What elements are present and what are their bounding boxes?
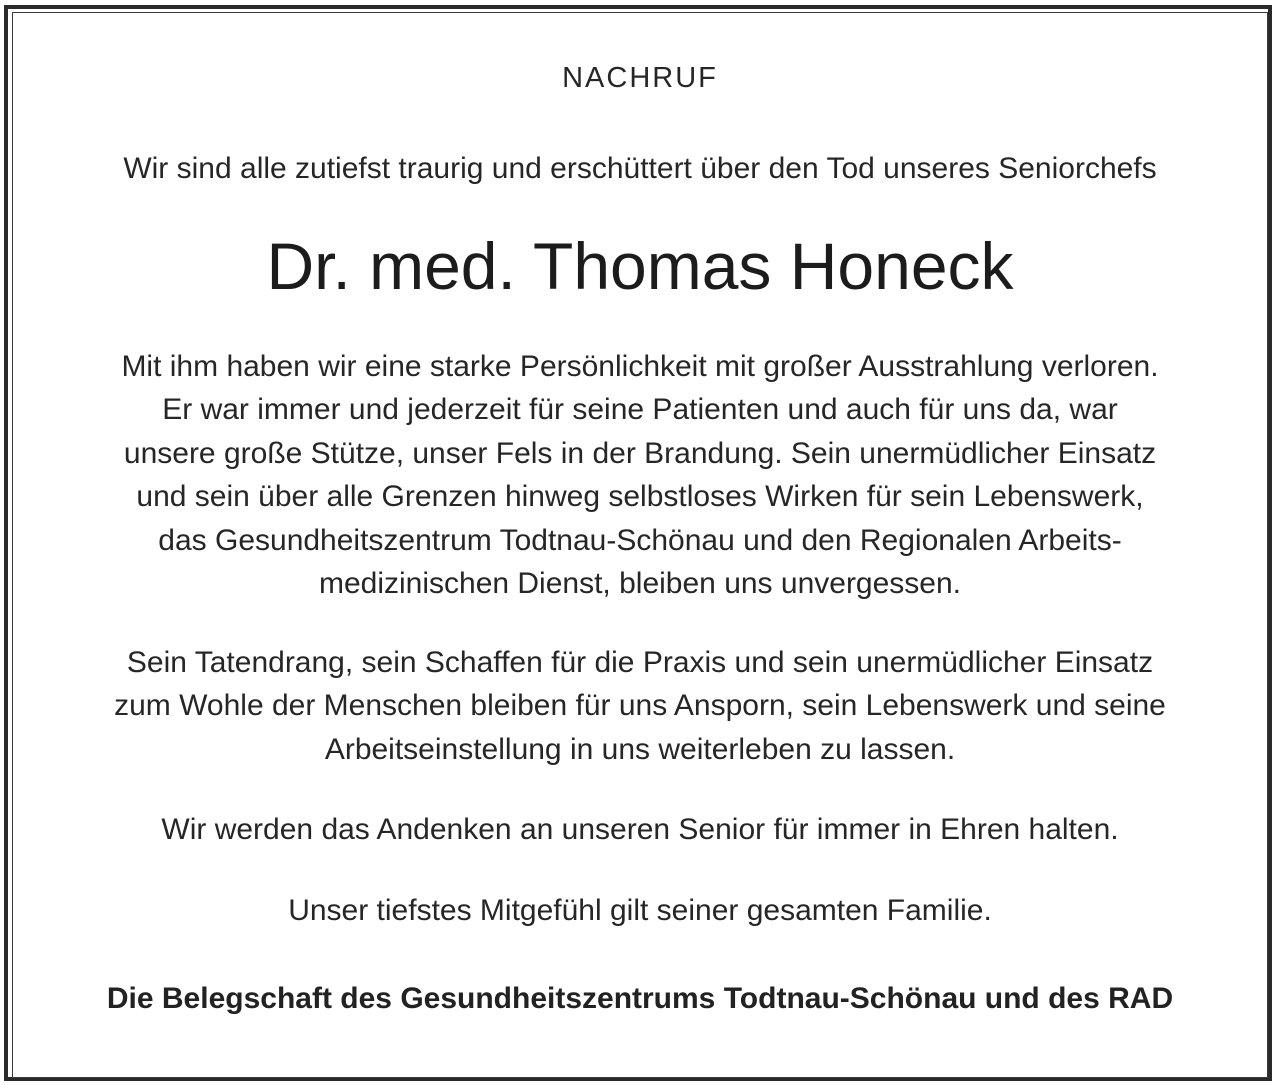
paragraph1-line: Mit ihm haben wir eine starke Persönlichkeit mit großer Ausstrahlung verloren.: [121, 350, 1159, 383]
signature: Die Belegschaft des Gesundheitszentrums Todtnau-Schönau und des RAD: [106, 982, 1174, 1015]
paragraph4: Unser tiefstes Mitgefühl gilt seiner gesamten Familie.: [288, 894, 992, 927]
notice-intro: Wir sind alle zutiefst traurig und erschüttert über den Tod unseres Seniorchefs: [123, 152, 1157, 185]
deceased-name: Dr. med. Thomas Honeck: [266, 229, 1014, 303]
paragraph1-line: unsere große Stütze, unser Fels in der Brandung. Sein unermüdlicher Einsatz: [123, 437, 1157, 470]
paragraph1-line: Er war immer und jederzeit für seine Patienten und auch für uns da, war: [162, 393, 1118, 426]
paragraph2-line: zum Wohle der Menschen bleiben für uns Ansporn, sein Lebenswerk und seine: [114, 689, 1166, 722]
paragraph2-line: Sein Tatendrang, sein Schaffen für die Praxis und sein unermüdlicher Einsatz: [126, 646, 1154, 679]
paragraph1-line: und sein über alle Grenzen hinweg selbstloses Wirken für sein Lebenswerk,: [136, 480, 1144, 513]
paragraph2-line: Arbeitseinstellung in uns weiterleben zu lassen.: [324, 733, 956, 766]
notice-heading: NACHRUF: [562, 62, 718, 94]
paragraph3: Wir werden das Andenken an unseren Senior für immer in Ehren halten.: [161, 813, 1119, 846]
paragraph1-line: medizinischen Dienst, bleiben uns unvergessen.: [318, 567, 962, 600]
paragraph1-line: das Gesundheitszentrum Todtnau-Schönau und den Regionalen Arbeits-: [158, 524, 1122, 557]
